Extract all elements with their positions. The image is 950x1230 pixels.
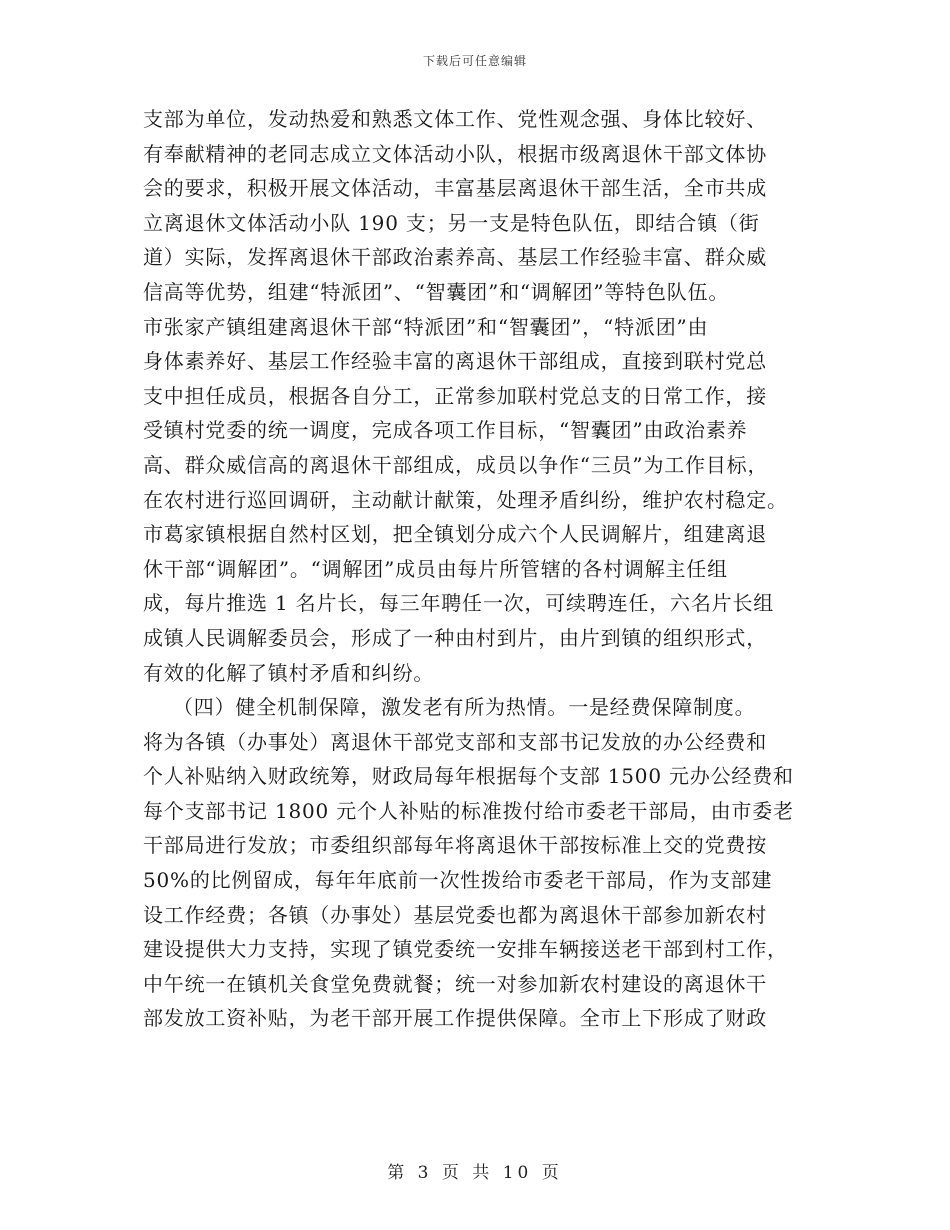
text-line: 高、群众威信高的离退休干部组成，成员以争作“三员”为工作目标， xyxy=(143,452,769,477)
text-line: 有奉献精神的老同志成立文体活动小队，根据市级离退休干部文体协 xyxy=(143,141,767,166)
text-line: 成，每片推选 1 名片长，每三年聘任一次，可续聘连任，六名片长组 xyxy=(143,591,775,616)
text-line: 身体素养好、基层工作经验丰富的离退休干部组成，直接到联村党总 xyxy=(143,349,767,374)
text-line: 立离退休文体活动小队 190 支；另一支是特色队伍，即结合镇（街 xyxy=(143,210,760,235)
text-line: 成镇人民调解委员会，形成了一种由村到片，由片到镇的组织形式， xyxy=(143,625,767,650)
text-line: 有效的化解了镇村矛盾和纠纷。 xyxy=(143,660,435,685)
text-line: 干部局进行发放；市委组织部每年将离退休干部按标准上交的党费按 xyxy=(143,833,767,858)
text-line: 休干部“调解团”。“调解团”成员由每片所管辖的各村调解主任组 xyxy=(143,556,728,581)
text-line: 信高等优势，组建“特派团”、“智囊团”和“调解团”等特色队伍。 xyxy=(143,279,730,304)
text-line: 中午统一在镇机关食堂免费就餐；统一对参加新农村建设的离退休干 xyxy=(143,971,767,996)
document-body xyxy=(143,102,815,1036)
text-line: 每个支部书记 1800 元个人补贴的标准拨付给市委老干部局，由市委老 xyxy=(143,798,794,823)
text-line: 将为各镇（办事处）离退休干部党支部和支部书记发放的办公经费和 xyxy=(143,729,767,754)
text-line: 市葛家镇根据自然村区划，把全镇划分成六个人民调解片，组建离退 xyxy=(143,522,767,547)
text-line: 受镇村党委的统一调度，完成各项工作目标，“智囊团”由政治素养 xyxy=(143,418,748,443)
text-line: 在农村进行巡回调研，主动献计献策，处理矛盾纠纷，维护农村稳定。 xyxy=(143,487,788,512)
text-line: 道）实际，发挥离退休干部政治素养高、基层工作经验丰富、群众威 xyxy=(143,245,767,270)
section-heading-line: （四）健全机制保障，激发老有所为热情。一是经费保障制度。 xyxy=(173,695,756,720)
text-line: 支部为单位，发动热爱和熟悉文体工作、党性观念强、身体比较好、 xyxy=(143,107,767,131)
page-number-footer: 第 3 页 共 10 页 xyxy=(387,1163,563,1183)
text-line: 支中担任成员，根据各自分工，正常参加联村党总支的日常工作，接 xyxy=(143,383,767,408)
text-line: 个人补贴纳入财政统筹，财政局每年根据每个支部 1500 元办公经费和 xyxy=(143,764,794,789)
text-line: 建设提供大力支持，实现了镇党委统一安排车辆接送老干部到村工作， xyxy=(143,937,788,962)
text-line: 设工作经费；各镇（办事处）基层党委也都为离退休干部参加新农村 xyxy=(143,902,767,927)
page-header-note: 下载后可任意编辑 xyxy=(422,54,527,68)
text-line: 市张家产镇组建离退休干部“特派团”和“智囊团”，“特派团”由 xyxy=(143,314,709,339)
text-line: 会的要求，积极开展文体活动，丰富基层离退休干部生活，全市共成 xyxy=(143,176,767,201)
text-line: 50%的比例留成，每年年底前一次性拨给市委老干部局，作为支部建 xyxy=(143,868,773,893)
text-line: 部发放工资补贴，为老干部开展工作提供保障。全市上下形成了财政 xyxy=(143,1006,767,1031)
